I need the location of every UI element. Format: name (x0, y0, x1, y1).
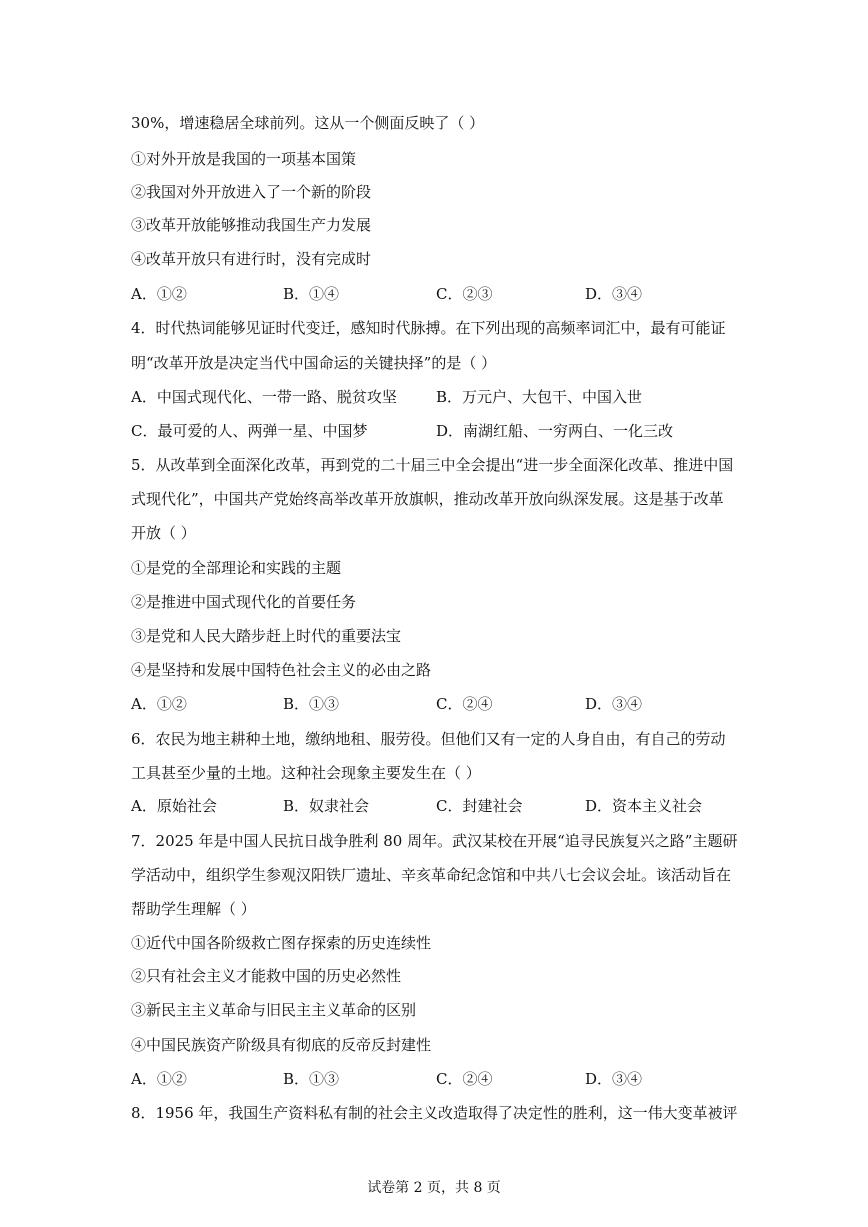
q4-option-a: A．中国式现代化、一带一路、脱贫攻坚 (131, 388, 397, 406)
q5-item-3: ③是党和人民大踏步赶上时代的重要法宝 (131, 627, 402, 645)
q7-item-2: ②只有社会主义才能救中国的历史必然性 (131, 967, 402, 985)
q7-item-4: ④中国民族资产阶级具有彻底的反帝反封建性 (131, 1036, 432, 1054)
q3-stem-tail: 30%，增速稳居全球前列。这从一个侧面反映了（ ） (131, 114, 485, 132)
q3-item-2: ②我国对外开放进入了一个新的阶段 (131, 183, 372, 201)
q6-option-a: A．原始社会 (131, 797, 217, 815)
q8-stem-line-1: 8．1956 年，我国生产资料私有制的社会主义改造取得了决定性的胜利，这一伟大变革被评 (131, 1104, 738, 1122)
q7-option-d: D．③④ (585, 1070, 643, 1088)
q6-option-c: C．封建社会 (436, 797, 523, 815)
q5-stem-line-3: 开放（ ） (131, 524, 196, 542)
q6-stem-line-2: 工具甚至少量的土地。这种社会现象主要发生在（ ） (131, 764, 481, 782)
q7-option-c: C．②④ (436, 1070, 493, 1088)
q5-option-c: C．②④ (436, 695, 493, 713)
q5-option-d: D．③④ (585, 695, 643, 713)
q5-option-a: A．①② (131, 695, 187, 713)
q5-item-1: ①是党的全部理论和实践的主题 (131, 559, 342, 577)
q3-item-3: ③改革开放能够推动我国生产力发展 (131, 216, 372, 234)
page-footer: 试卷第 2 页，共 8 页 (367, 1180, 501, 1196)
q7-stem-line-3: 帮助学生理解（ ） (131, 900, 256, 918)
q4-option-b: B．万元户、大包干、中国入世 (436, 388, 643, 406)
q5-option-b: B．①③ (283, 695, 340, 713)
q3-option-d: D．③④ (585, 285, 643, 303)
q7-option-a: A．①② (131, 1070, 187, 1088)
q7-item-3: ③新民主主义革命与旧民主主义革命的区别 (131, 1001, 417, 1019)
q3-option-b: B．①④ (283, 285, 340, 303)
q5-stem-line-2: 式现代化”，中国共产党始终高举改革开放旗帜，推动改革开放向纵深发展。这是基于改革 (131, 490, 724, 508)
q6-stem-line-1: 6．农民为地主耕种土地，缴纳地租、服劳役。但他们又有一定的人身自由，有自己的劳动 (131, 730, 726, 748)
q5-item-4: ④是坚持和发展中国特色社会主义的必由之路 (131, 661, 432, 679)
q6-option-b: B．奴隶社会 (283, 797, 370, 815)
q7-option-b: B．①③ (283, 1070, 340, 1088)
q4-option-d: D．南湖红船、一穷两白、一化三改 (436, 422, 674, 440)
q3-item-1: ①对外开放是我国的一项基本国策 (131, 150, 357, 168)
q6-option-d: D．资本主义社会 (585, 797, 703, 815)
q4-option-c: C．最可爱的人、两弹一星、中国梦 (131, 422, 368, 440)
q3-item-4: ④改革开放只有进行时，没有完成时 (131, 250, 372, 268)
q7-item-1: ①近代中国各阶级救亡图存探索的历史连续性 (131, 934, 432, 952)
q5-item-2: ②是推进中国式现代化的首要任务 (131, 593, 357, 611)
q5-stem-line-1: 5．从改革到全面深化改革，再到党的二十届三中全会提出“进一步全面深化改革、推进中国 (131, 456, 734, 474)
q3-option-a: A．①② (131, 285, 187, 303)
q7-stem-line-2: 学活动中，组织学生参观汉阳铁厂遗址、辛亥革命纪念馆和中共八七会议会址。该活动旨在 (131, 866, 732, 884)
q3-option-c: C．②③ (436, 285, 493, 303)
q4-stem-line-1: 4．时代热词能够见证时代变迁，感知时代脉搏。在下列出现的高频率词汇中，最有可能证 (131, 319, 726, 337)
q4-stem-line-2: 明“改革开放是决定当代中国命运的关键抉择”的是（ ） (131, 354, 497, 372)
q7-stem-line-1: 7．2025 年是中国人民抗日战争胜利 80 周年。武汉某校在开展“追寻民族复兴之路”主题研 (131, 832, 738, 850)
